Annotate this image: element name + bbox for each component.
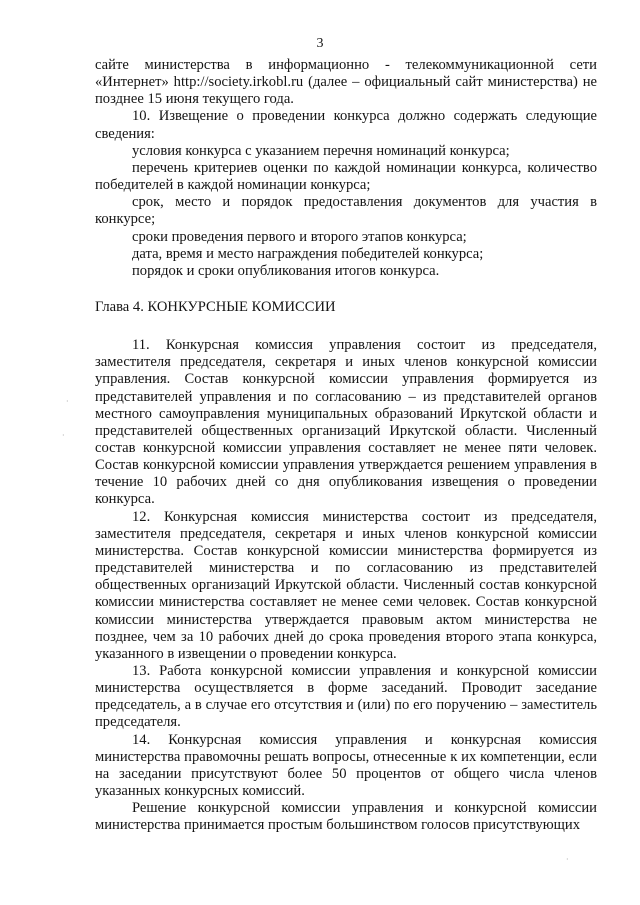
scan-speck: · — [62, 431, 65, 440]
list-item-documents-deadline: срок, место и порядок предоставления документов для участия в конкурсе; — [95, 194, 597, 228]
paragraph-decision: Решение конкурсной комиссии управления и конкурсной комиссии министерства принимается простым большинством голосов присутствующих — [95, 800, 597, 834]
paragraph-13: 13. Работа конкурсной комиссии управления и конкурсной комиссии министерства осуществляется в форме заседаний. Проводит заседание председатель, а в случае его отсутствия и (или) по его поручению – заместитель председателя. — [95, 663, 597, 731]
chapter-heading: Глава 4. КОНКУРСНЫЕ КОМИССИИ — [95, 299, 336, 316]
list-item-contest-conditions: условия конкурса с указанием перечня номинаций конкурса; — [132, 142, 510, 159]
paragraph-continuation: сайте министерства в информационно - телекоммуникационной сети «Интернет» http://society.irkobl.ru (далее – официальный сайт министерства) не позднее 15 июня текущего года. — [95, 57, 597, 108]
scan-speck: · — [566, 855, 569, 864]
scan-speck: · — [66, 397, 69, 406]
list-item-stage-dates: сроки проведения первого и второго этапов конкурса; — [132, 228, 467, 245]
list-item-evaluation-criteria: перечень критериев оценки по каждой номинации конкурса, количество победителей в каждой номинации конкурса; — [95, 159, 597, 194]
paragraph-10: 10. Извещение о проведении конкурса должно содержать следующие сведения: — [95, 108, 597, 142]
paragraph-14: 14. Конкурсная комиссия управления и конкурсная комиссия министерства правомочны решать вопросы, отнесенные к их компетенции, если на заседании присутствуют более 50 процентов от общего числа членов указанных конкурсных комиссий. — [95, 731, 597, 800]
page-number: 3 — [316, 36, 324, 51]
list-item-results-publication: порядок и сроки опубликования итогов конкурса. — [132, 262, 440, 279]
list-item-award-ceremony: дата, время и место награждения победителей конкурса; — [132, 245, 484, 262]
paragraph-12: 12. Конкурсная комиссия министерства состоит из председателя, заместителя председателя, секретаря и иных членов конкурсной комиссии министерства. Состав конкурсной комиссии министерства формируется из представителей министерства и по согласованию из представителей общественных организаций Иркутской области. Численный состав конкурсной комиссии министерства составляет не менее семи человек. Состав конкурсной комиссии министерства утверждается правовым актом министерства не позднее, чем за 10 рабочих дней до срока проведения второго этапа конкурса, указанного в извещении о проведении конкурса. — [95, 508, 597, 662]
document-body — [95, 57, 597, 835]
paragraph-11: 11. Конкурсная комиссия управления состоит из председателя, заместителя председателя, секретаря и иных членов конкурсной комиссии управления. Состав конкурсной комиссии управления формируется из представителей управления и по согласованию – из представителей органов местного самоуправления муниципальных образований Иркутской области и представителей общественных организаций Иркутской области. Численный состав конкурсной комиссии управления составляет не менее пяти человек. Состав конкурсной комиссии управления утверждается решением управления в течение 10 рабочих дней со дня опубликования извещения о проведении конкурса. — [95, 337, 597, 508]
